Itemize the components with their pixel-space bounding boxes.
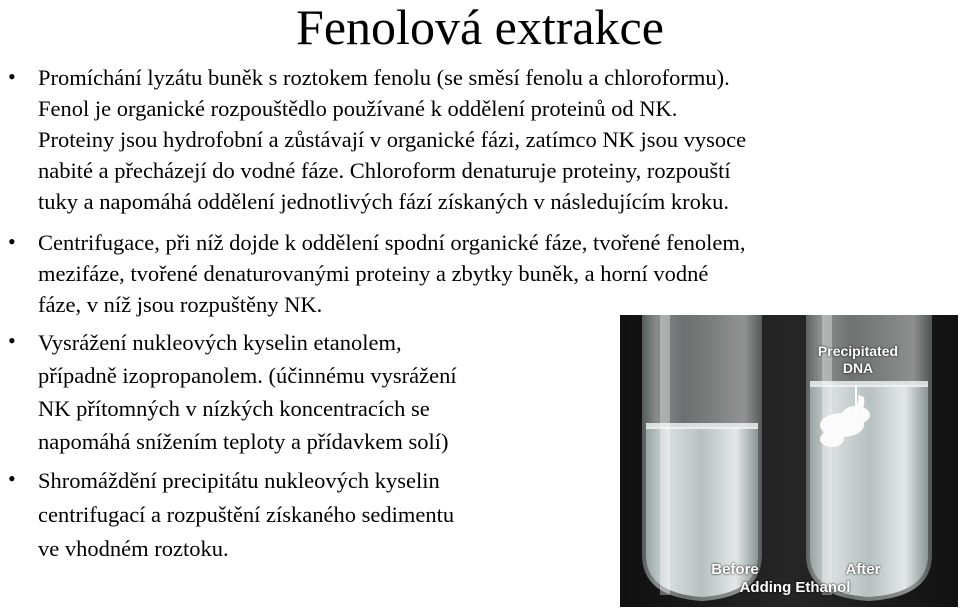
text-line: ve vhodném roztoku. — [38, 536, 229, 561]
text-line: NK přítomných v nízkých koncentracích se — [38, 396, 430, 421]
page-title: Fenolová extrakce — [296, 0, 664, 55]
text-line: Proteiny jsou hydrofobní a zůstávají v organické fázi, zatímco NK jsou vysoce — [38, 127, 747, 152]
label-precipitated-line1: Precipitated — [817, 343, 899, 359]
bullet-text-collection — [38, 464, 454, 566]
dna-precipitation-photo — [620, 315, 958, 607]
text-line: tuky a napomáhá oddělení jednotlivých fází získaných v následujícím kroku. — [38, 189, 730, 214]
text-line: Promíchání lyzátu buněk s roztokem fenolu (se směsí fenolu a chloroformu). — [38, 65, 730, 90]
label-before: Before — [711, 561, 759, 578]
text-line: Vysrážení nukleových kyselin etanolem, — [38, 330, 402, 355]
label-precipitated — [788, 343, 928, 377]
bullet-marker: • — [8, 229, 16, 254]
text-line: Shromáždění precipitátu nukleových kyselin — [38, 468, 440, 493]
label-adding-ethanol: Adding Ethanol — [739, 579, 851, 596]
text-line: centrifugací a rozpuštění získaného sedimentu — [38, 502, 455, 527]
label-after: After — [845, 561, 881, 578]
bullet-marker: • — [8, 466, 16, 491]
label-precipitated-line2: DNA — [842, 360, 874, 376]
text-line: Fenol je organické rozpouštědlo používané k oddělení proteinů od NK. — [38, 96, 678, 121]
text-line: napomáhá snížením teploty a přídavkem solí) — [38, 429, 449, 454]
text-line: fáze, v níž jsou rozpuštěny NK. — [38, 292, 323, 317]
bullet-marker: • — [8, 328, 16, 353]
bullet-marker: • — [8, 64, 16, 89]
bullet-text-centrifugation — [38, 227, 745, 320]
bullet-text-phenol-mixing — [38, 62, 746, 217]
text-line: nabité a přecházejí do vodné fáze. Chloroform denaturuje proteiny, rozpouští — [38, 158, 731, 183]
bullet-text-precipitation — [38, 326, 457, 458]
text-line: Centrifugace, při níž dojde k oddělení spodní organické fáze, tvořené fenolem, — [38, 230, 746, 255]
text-line: případně izopropanolem. (účinnému vysrážení — [38, 363, 457, 388]
text-line: mezifáze, tvořené denaturovanými proteiny a zbytky buněk, a horní vodné — [38, 261, 709, 286]
